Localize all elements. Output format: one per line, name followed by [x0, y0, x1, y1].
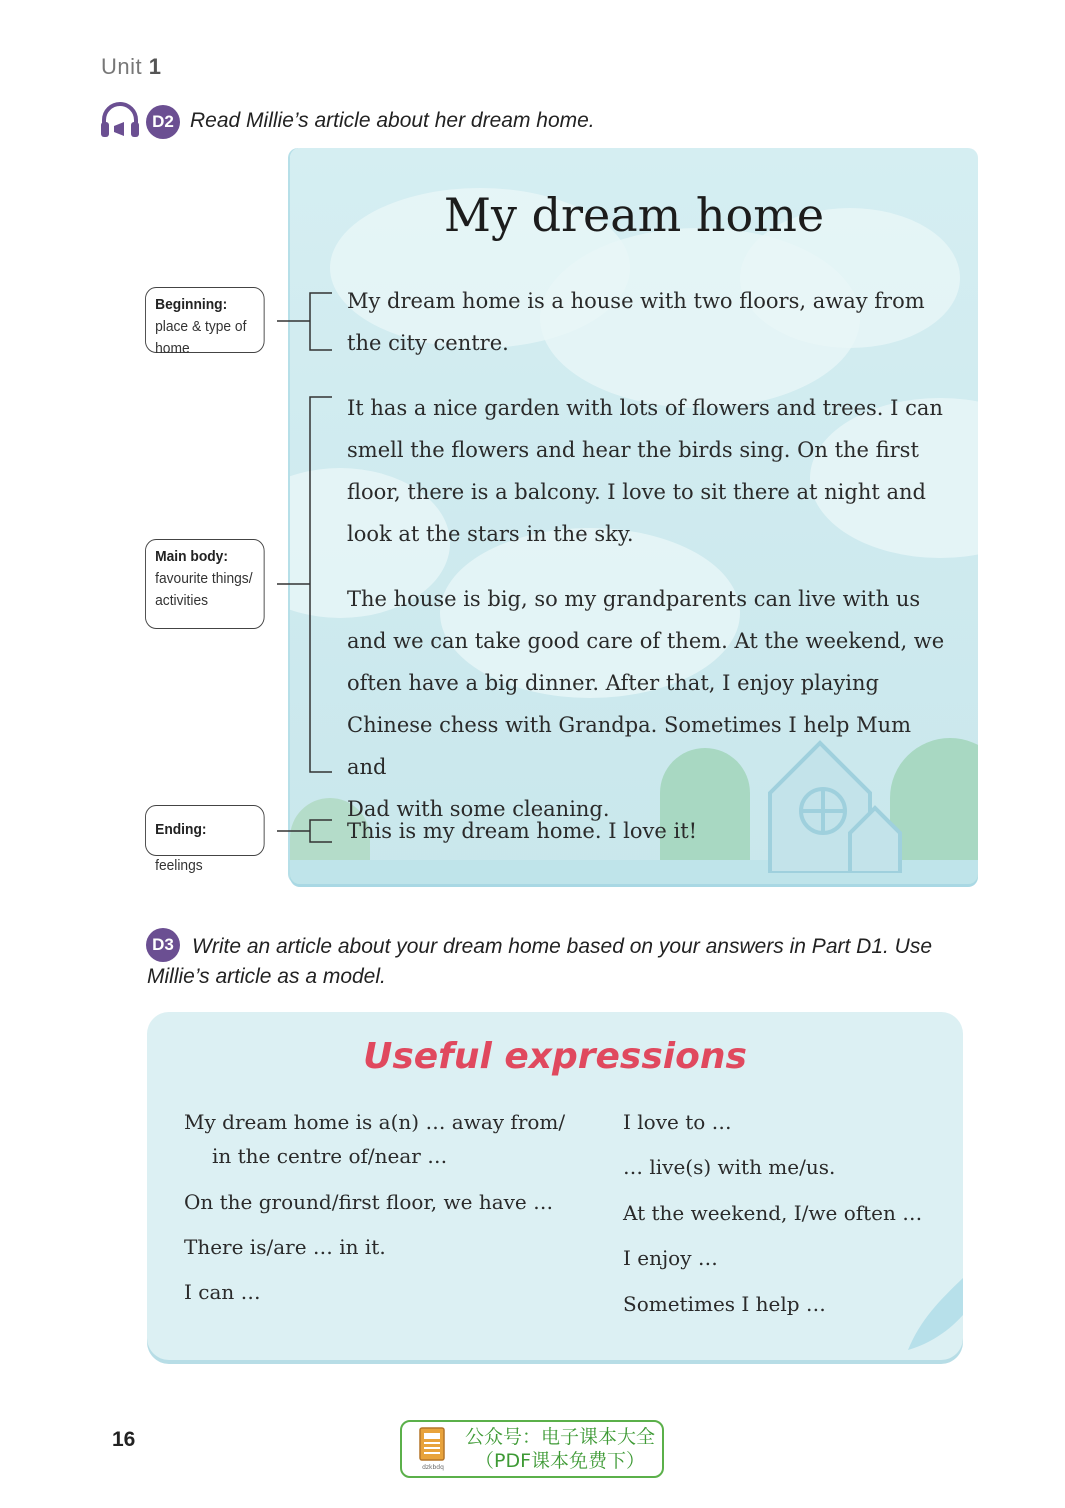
- text-line: This is my dream home. I love it!: [347, 819, 698, 843]
- book-icon: [410, 1426, 456, 1472]
- page-curl-decoration: [900, 1275, 966, 1355]
- d3-instruction: Write an article about your dream home based on your answers in Part D1. Use Millie’s article as a model.: [147, 935, 933, 988]
- page-number: 16: [112, 1428, 136, 1451]
- expression-right-3: At the weekend, I/we often …: [623, 1201, 923, 1225]
- expression-left-3: There is/are … in it.: [184, 1235, 386, 1259]
- paragraph-4: [347, 810, 947, 852]
- beginning-label: Beginning: place & type of home: [145, 287, 265, 353]
- watermark-text: [460, 1425, 660, 1473]
- text-line: Dad with some cleaning.: [347, 797, 610, 821]
- expression-left-1-cont: in the centre of/near …: [212, 1144, 448, 1168]
- paragraph-1: [347, 280, 947, 364]
- unit-label: Unit 1: [101, 54, 162, 79]
- useful-expressions-title: Useful expressions: [363, 1036, 747, 1077]
- text-line: It has a nice garden with lots of flowers and trees. I can: [347, 396, 943, 420]
- text-line: smell the flowers and hear the birds sing. On the first: [347, 438, 919, 462]
- text-line: look at the stars in the sky.: [347, 522, 634, 546]
- paragraph-2: [347, 387, 947, 555]
- main-body-label: Main body: favourite things/ activities: [145, 539, 265, 629]
- text-line: My dream home is a house with two floors, away from: [347, 289, 925, 313]
- article-title: My dream home: [443, 188, 825, 242]
- expression-right-5: Sometimes I help …: [623, 1292, 826, 1316]
- expression-left-4: I can …: [184, 1280, 261, 1304]
- expression-left-1: My dream home is a(n) … away from/: [184, 1110, 566, 1134]
- text-line: floor, there is a balcony. I love to sit there at night and: [347, 480, 926, 504]
- text-line: Chinese chess with Grandpa. Sometimes I help Mum and: [347, 713, 912, 779]
- structure-brackets: [275, 290, 335, 860]
- d2-badge: D2: [146, 105, 180, 139]
- ending-label: Ending: feelings: [145, 805, 265, 856]
- expression-right-1: I love to …: [623, 1110, 732, 1134]
- text-line: often have a big dinner. After that, I enjoy playing: [347, 671, 879, 695]
- paragraph-3: [347, 578, 947, 830]
- d3-badge: D3: [146, 928, 180, 962]
- book-icon-caption: dzkbdq: [422, 1464, 444, 1471]
- watermark-line-2: （PDF课本免费下）: [474, 1450, 646, 1472]
- text-line: the city centre.: [347, 331, 509, 355]
- headphones-icon[interactable]: [100, 102, 140, 140]
- expression-right-4: I enjoy …: [623, 1246, 718, 1270]
- d2-instruction: Read Millie’s article about her dream home.: [190, 109, 595, 132]
- text-line: and we can take good care of them. At the weekend, we: [347, 629, 945, 653]
- watermark-badge: [400, 1420, 664, 1478]
- expression-left-2: On the ground/first floor, we have …: [184, 1190, 554, 1214]
- expression-right-2: … live(s) with me/us.: [623, 1155, 836, 1179]
- watermark-line-1: 公众号：电子课本大全: [464, 1426, 655, 1448]
- text-line: The house is big, so my grandparents can live with us: [347, 587, 921, 611]
